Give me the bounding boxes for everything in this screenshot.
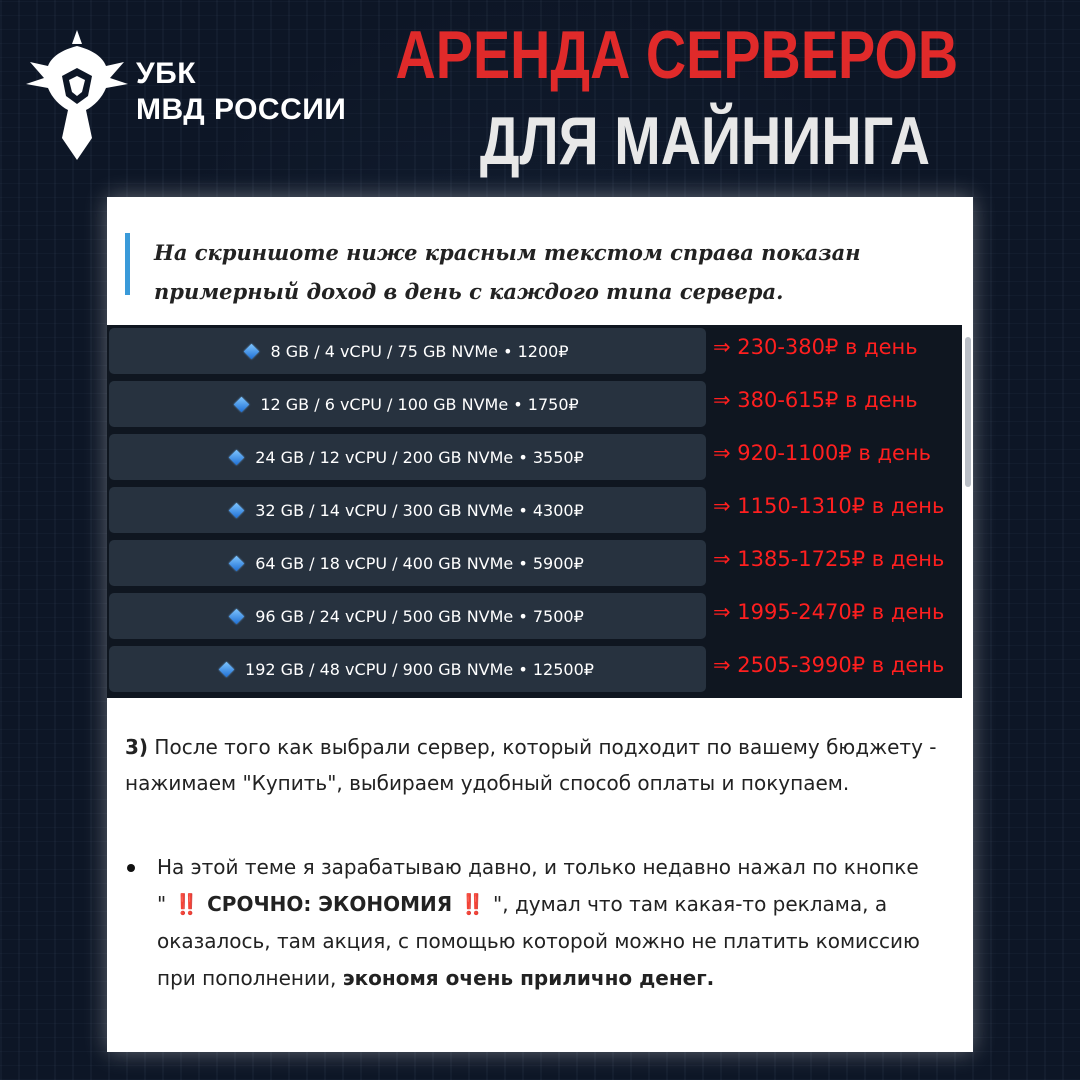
bullet-text-middle: ", думал что там какая-то реклама, а оказалось, там акция, с помощью которой можно не платить комиссию при пополнении, [157,892,920,990]
step-3-paragraph [125,729,945,801]
eagle-shield-emblem-icon [22,26,132,166]
server-income: ⇒ 920-1100₽ в день [713,441,932,465]
bullet-text-bold: экономя очень прилично денег. [342,966,715,990]
org-line-1: УБК [136,57,197,90]
server-income: ⇒ 2505-3990₽ в день [713,653,945,677]
server-button[interactable] [109,593,706,639]
server-income: ⇒ 380-615₽ в день [713,388,918,412]
title-line-2: ДЛЯ МАЙНИНГА [479,103,930,179]
bullet-text [157,849,945,997]
blue-diamond-icon [229,502,245,518]
server-spec: 192 GB / 48 vCPU / 900 GB NVMe • 12500₽ [245,659,594,679]
step-text: После того как выбрали сервер, который подходит по вашему бюджету - нажимаем "Купить", выбираем удобный способ оплаты и покупаем. [125,735,937,795]
server-spec: 12 GB / 6 vCPU / 100 GB NVMe • 1750₽ [260,394,579,414]
bullet-dot [127,864,135,872]
double-exclamation-icon: ‼️ [460,892,486,916]
server-row [107,484,962,537]
org-line-2: МВД РОССИИ [136,93,347,126]
server-row [107,643,962,696]
server-income: ⇒ 1150-1310₽ в день [713,494,945,518]
server-list [107,325,962,698]
server-button[interactable] [109,381,706,427]
title-line-1: АРЕНДА СЕРВЕРОВ [395,17,958,93]
server-button[interactable] [109,540,706,586]
org-name [136,56,346,128]
server-button[interactable] [109,328,706,374]
step-number: 3) [125,735,149,759]
server-spec: 24 GB / 12 vCPU / 200 GB NVMe • 3550₽ [255,447,584,467]
server-spec: 96 GB / 24 vCPU / 500 GB NVMe • 7500₽ [255,606,584,626]
double-exclamation-icon: ‼️ [174,892,200,916]
server-income: ⇒ 1995-2470₽ в день [713,600,945,624]
promo-button-name: СРОЧНО: ЭКОНОМИЯ [207,892,453,916]
screenshot-card [107,197,973,1052]
server-button[interactable] [109,434,706,480]
blue-diamond-icon [229,555,245,571]
server-button[interactable] [109,487,706,533]
server-spec: 64 GB / 18 vCPU / 400 GB NVMe • 5900₽ [255,553,584,573]
server-row [107,537,962,590]
server-row [107,431,962,484]
server-spec: 32 GB / 14 vCPU / 300 GB NVMe • 4300₽ [255,500,584,520]
blue-diamond-icon [229,449,245,465]
server-row [107,325,962,378]
server-spec: 8 GB / 4 vCPU / 75 GB NVMe • 1200₽ [270,341,569,361]
scrollbar[interactable] [965,337,971,487]
server-row [107,590,962,643]
blue-diamond-icon [219,661,235,677]
server-row [107,378,962,431]
blue-diamond-icon [234,396,250,412]
blue-diamond-icon [244,343,260,359]
server-income: ⇒ 1385-1725₽ в день [713,547,945,571]
server-income: ⇒ 230-380₽ в день [713,335,918,359]
bullet-text-before: На этой теме я зарабатываю давно, и только недавно нажал по кнопке " [157,855,919,916]
blue-diamond-icon [229,608,245,624]
server-button[interactable] [109,646,706,692]
quote-block: На скриншоте ниже красным текстом справа показан примерный доход в день с каждого типа сервера. [125,233,944,295]
bullet-item [125,849,945,997]
